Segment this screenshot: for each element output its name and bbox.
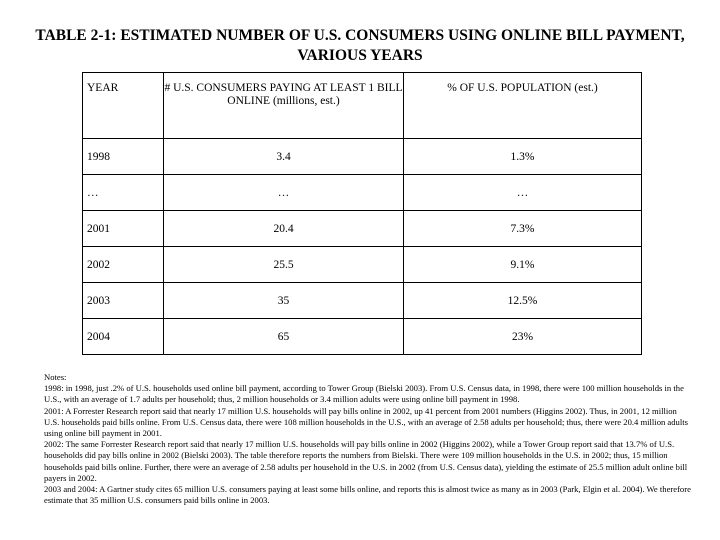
- notes-section: [44, 372, 694, 506]
- column-header-consumers: # U.S. CONSUMERS PAYING AT LEAST 1 BILL ONLINE (millions, est.): [164, 73, 404, 139]
- cell-year: 2002: [83, 247, 164, 283]
- data-table: [82, 72, 642, 355]
- table-header-row: [83, 73, 642, 139]
- note-2003-2004: 2003 and 2004: A Gartner study cites 65 million U.S. consumers paying at least some bills online, and reports this is almost twice as many as in 2003 (Park, Elgin et al. 2004). We therefore estimate that 35 million U.S. consumers paid bills online in 2003.: [44, 484, 691, 506]
- note-2002: 2002: The same Forrester Research report said that nearly 17 million U.S. households will pay bills online in 2002 (Higgins 2002), while a Tower Group report said that 13.7% of U.S. households did pay bills online in 2002 (Bielski 2003). The table therefore reports the numbers from Bielski. There were 109 million households in the U.S. in 2002; thus, 15 million households paid bills online. Further, there were an average of 2.58 adults per household in the U.S. in 2002 (from U.S. Census data), yielding the estimate of 25.5 million adult online bill payers in 2002.: [44, 439, 688, 483]
- cell-consumers: 25.5: [164, 247, 404, 283]
- cell-percent: …: [404, 175, 642, 211]
- cell-consumers: 35: [164, 283, 404, 319]
- cell-percent: 1.3%: [404, 139, 642, 175]
- table-row: [83, 319, 642, 355]
- cell-consumers: 65: [164, 319, 404, 355]
- note-2001: 2001: A Forrester Research report said that nearly 17 million U.S. households will pay bills online in 2002, up 41 percent from 2001 numbers (Higgins 2002). Thus, in 2001, 12 million U.S. households paid bills online. From U.S. Census data, there were 108 million households in the U.S., with an average of 2.58 adults per household; thus, there were 20.4 million adults using online bill payment in 2001.: [44, 405, 688, 439]
- cell-percent: 23%: [404, 319, 642, 355]
- cell-year: 2004: [83, 319, 164, 355]
- cell-year: 2003: [83, 283, 164, 319]
- column-header-percent: % OF U.S. POPULATION (est.): [404, 73, 642, 139]
- notes-label: Notes:: [44, 372, 67, 382]
- table-row: [83, 211, 642, 247]
- cell-percent: 9.1%: [404, 247, 642, 283]
- table-title: TABLE 2-1: ESTIMATED NUMBER OF U.S. CONSUMERS USING ONLINE BILL PAYMENT, VARIOUS YEARS: [35, 27, 685, 64]
- cell-consumers: 3.4: [164, 139, 404, 175]
- cell-year: 2001: [83, 211, 164, 247]
- table-row: [83, 175, 642, 211]
- column-header-year: YEAR: [83, 73, 164, 139]
- note-1998: 1998: in 1998, just .2% of U.S. households used online bill payment, according to Tower Group (Bielski 2003). From U.S. Census data, in 1998, there were 100 million households in the U.S., with an average of 1.7 adults per household; thus, 2 million households or 3.4 million adults were using online bill payment in 1998.: [44, 383, 684, 405]
- table-row: [83, 283, 642, 319]
- cell-year: 1998: [83, 139, 164, 175]
- cell-year: …: [83, 175, 164, 211]
- table-row: [83, 139, 642, 175]
- cell-percent: 12.5%: [404, 283, 642, 319]
- cell-percent: 7.3%: [404, 211, 642, 247]
- cell-consumers: …: [164, 175, 404, 211]
- cell-consumers: 20.4: [164, 211, 404, 247]
- table-row: [83, 247, 642, 283]
